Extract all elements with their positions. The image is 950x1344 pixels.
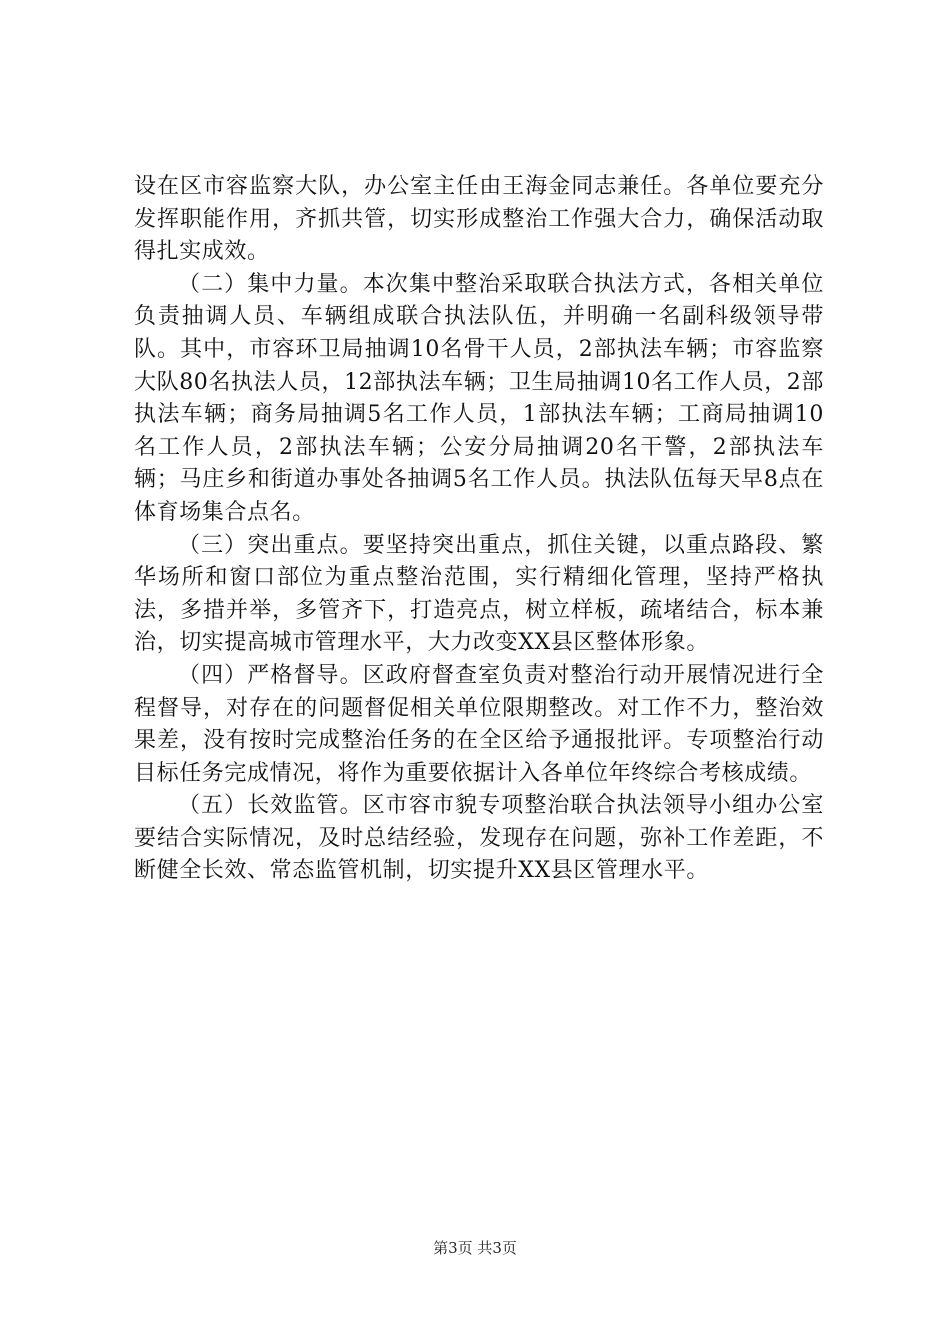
paragraph-highlight-priorities: （三）突出重点。要坚持突出重点，抓住关键，以重点路段、繁华场所和窗口部位为重点整治范围，实行精细化管理，坚持严格执法，多措并举，多管齐下，打造亮点，树立样板，疏堵结合，标本兼治，切实提高城市管理水平，大力改变XX县区整体形象。 <box>134 532 824 656</box>
paragraph-continuation: 设在区市容监察大队，办公室主任由王海金同志兼任。各单位要充分发挥职能作用，齐抓共管，切实形成整治工作强大合力，确保活动取得扎实成效。 <box>134 174 824 265</box>
paragraph-long-term-oversight: （五）长效监管。区市容市貌专项整治联合执法领导小组办公室要结合实际情况，及时总结经验，发现存在问题，弥补工作差距，不断健全长效、常态监管机制，切实提升XX县区管理水平。 <box>134 793 824 884</box>
paragraph-concentrate-forces: （二）集中力量。本次集中整治采取联合执法方式，各相关单位负责抽调人员、车辆组成联合执法队伍，并明确一名副科级领导带队。其中，市容环卫局抽调10名骨干人员，2部执法车辆；市容监察大队80名执法人员，12部执法车辆；卫生局抽调10名工作人员，2部执法车辆；商务局抽调5名工作人员，1部执法车辆；工商局抽调10名工作人员，2部执法车辆；公安分局抽调20名干警，2部执法车辆；马庄乡和街道办事处各抽调5名工作人员。执法队伍每天早8点在体育场集合点名。 <box>134 271 824 525</box>
page-footer: 第3页 共3页 <box>433 1239 517 1257</box>
paragraph-strict-supervision: （四）严格督导。区政府督查室负责对整治行动开展情况进行全程督导，对存在的问题督促相关单位限期整改。对工作不力，整治效果差，没有按时完成整治任务的在全区给予通报批评。专项整治行动目标任务完成情况，将作为重要依据计入各单位年终综合考核成绩。 <box>134 662 824 786</box>
document-body <box>134 171 824 888</box>
